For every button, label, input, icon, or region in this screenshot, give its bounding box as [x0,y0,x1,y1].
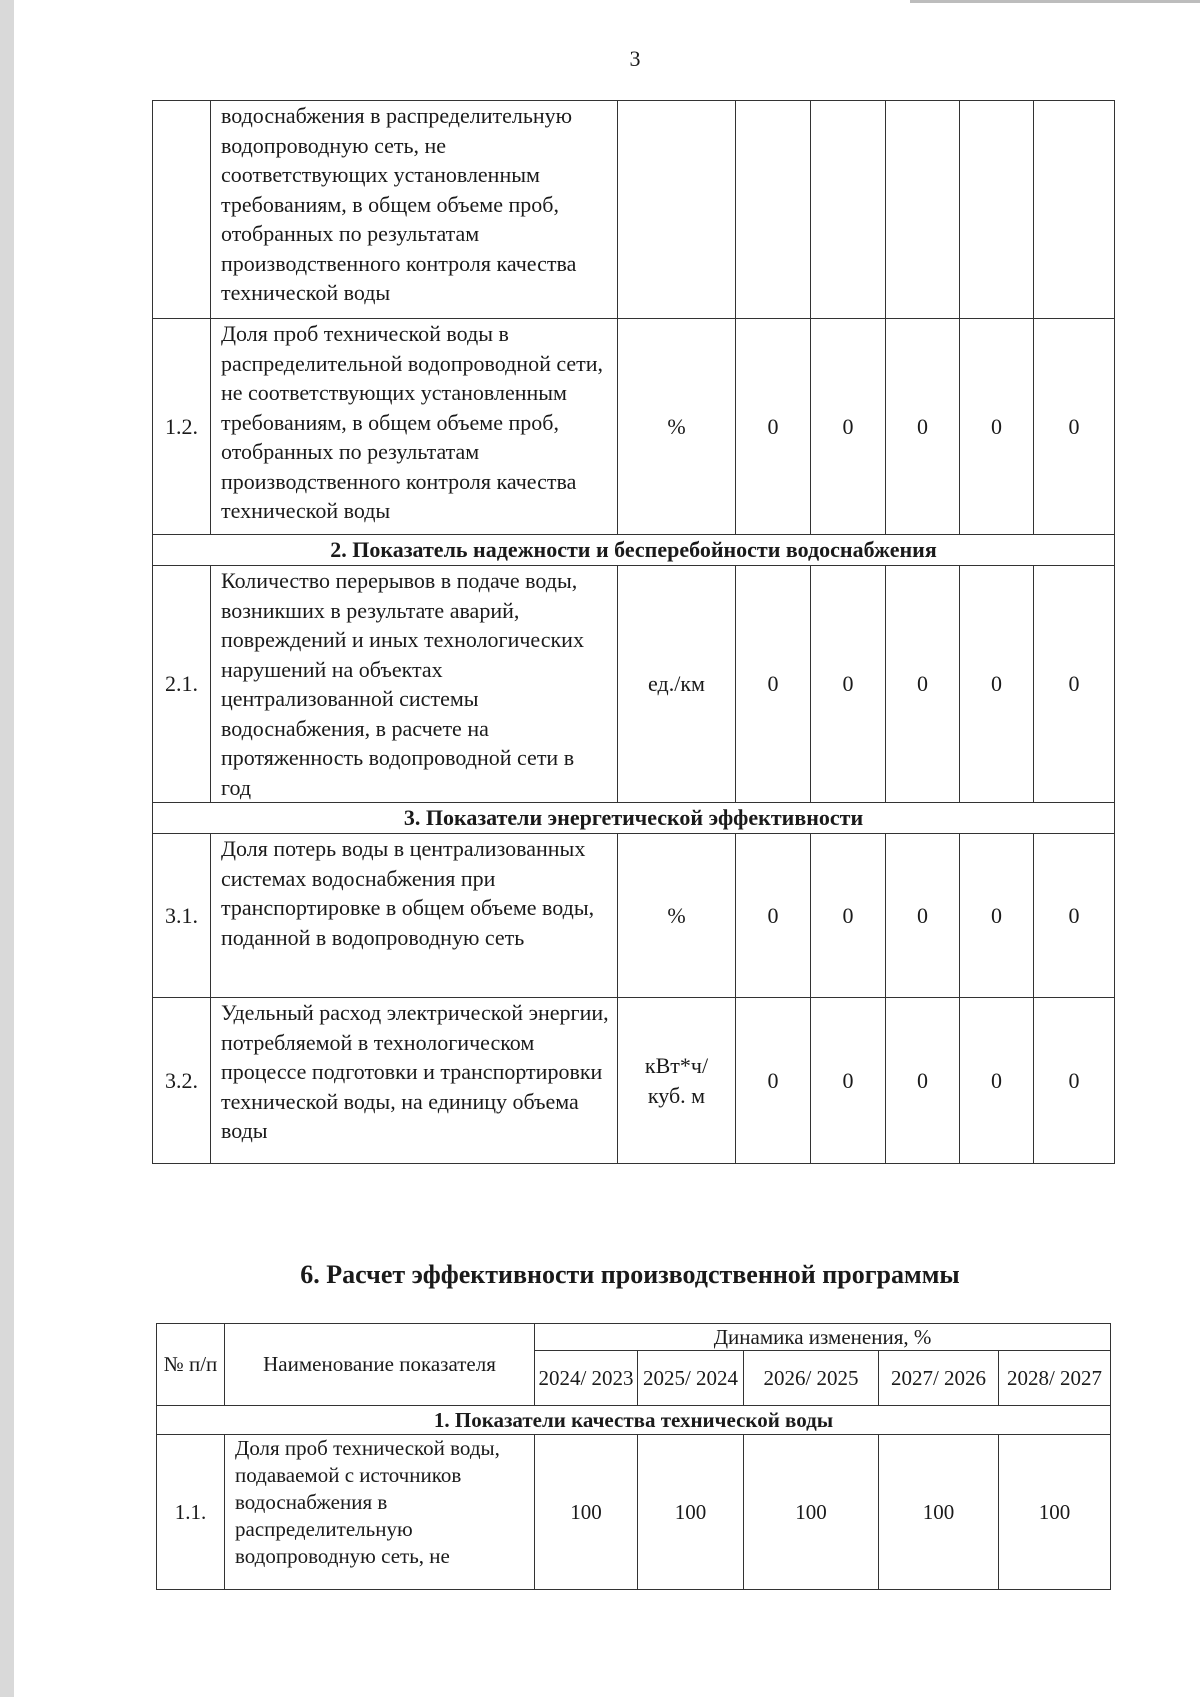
value-cell: 100 [999,1435,1111,1590]
value-cell: 100 [879,1435,999,1590]
value-cell: 0 [811,319,886,535]
unit-cell: ед./км [618,566,736,803]
value-cell: 0 [811,834,886,998]
header-name: Наименование показателя [225,1324,535,1406]
efficiency-header-row-1 [157,1324,1111,1351]
value-cell: 0 [960,998,1034,1164]
value-cell: 0 [1034,566,1115,803]
value-cell: 0 [886,566,960,803]
section-title: 1. Показатели качества технической воды [157,1406,1111,1435]
table-row [153,319,1115,535]
header-year: 2028/ 2027 [999,1351,1111,1406]
value-cell: 0 [736,834,811,998]
section-row [153,535,1115,566]
header-year: 2026/ 2025 [744,1351,879,1406]
header-dynamics: Динамика изменения, % [535,1324,1111,1351]
indicator-name: Доля потерь воды в централизованных системах водоснабжения при транспортировке в общем объеме воды, поданной в водопроводную сеть [211,834,618,998]
header-year: 2027/ 2026 [879,1351,999,1406]
section-title: 3. Показатели энергетической эффективности [153,803,1115,834]
row-number: 3.2. [153,998,211,1164]
value-cell: 0 [960,834,1034,998]
indicator-name: Количество перерывов в подаче воды, возникших в результате аварий, повреждений и иных технологических нарушений на объектах централизованной системы водоснабжения, в расчете на протяженность водопроводной сети в год [211,566,618,803]
row-number [153,101,211,319]
section-row [153,803,1115,834]
indicator-name: Удельный расход электрической энергии, потребляемой в технологическом процессе подготовки и транспортировки технической воды, на единицу объема воды [211,998,618,1164]
unit-cell: % [618,319,736,535]
indicator-name: водоснабжения в распределительную водопроводную сеть, не соответствующих установленным требованиям, в общем объеме проб, отобранных по результатам производственного контроля качества технической воды [211,101,618,319]
efficiency-table [156,1323,1111,1590]
value-cell: 0 [886,319,960,535]
value-cell: 100 [744,1435,879,1590]
unit-cell [618,101,736,319]
page-number: 3 [629,46,641,71]
value-cell: 0 [960,319,1034,535]
value-cell: 0 [736,998,811,1164]
section-row [157,1406,1111,1435]
indicator-name: Доля проб технической воды в распределительной водопроводной сети, не соответствующих установленным требованиям, в общем объеме проб, отобранных по результатам производственного контроля качества технической воды [211,319,618,535]
value-cell: 0 [1034,319,1115,535]
indicators-table-body [153,101,1115,1164]
header-year: 2024/ 2023 [535,1351,638,1406]
scan-top-edge [910,0,1200,3]
header-no: № п/п [157,1324,225,1406]
row-number: 2.1. [153,566,211,803]
value-cell [886,101,960,319]
section-title: 2. Показатель надежности и бесперебойности водоснабжения [153,535,1115,566]
value-cell [1034,101,1115,319]
table-row [153,998,1115,1164]
row-number: 1.1. [157,1435,225,1590]
row-number: 3.1. [153,834,211,998]
row-number: 1.2. [153,319,211,535]
value-cell: 0 [811,998,886,1164]
value-cell: 0 [811,566,886,803]
value-cell: 0 [886,998,960,1164]
value-cell: 0 [1034,834,1115,998]
value-cell: 0 [736,566,811,803]
header-year: 2025/ 2024 [638,1351,744,1406]
indicators-table [152,100,1115,1164]
value-cell [736,101,811,319]
value-cell: 0 [736,319,811,535]
table-row [153,566,1115,803]
value-cell [960,101,1034,319]
section-6-title: 6. Расчет эффективности производственной программы [300,1260,960,1289]
table-row [157,1435,1111,1590]
table-row [153,834,1115,998]
value-cell [811,101,886,319]
unit-cell: % [618,834,736,998]
table-row [153,101,1115,319]
value-cell: 0 [886,834,960,998]
value-cell: 0 [960,566,1034,803]
scan-left-edge [0,0,14,1697]
indicator-name: Доля проб технической воды, подаваемой с источников водоснабжения в распределительную водопроводную сеть, не [225,1435,535,1590]
unit-cell: кВт*ч/ куб. м [618,998,736,1164]
value-cell: 100 [535,1435,638,1590]
value-cell: 0 [1034,998,1115,1164]
value-cell: 100 [638,1435,744,1590]
